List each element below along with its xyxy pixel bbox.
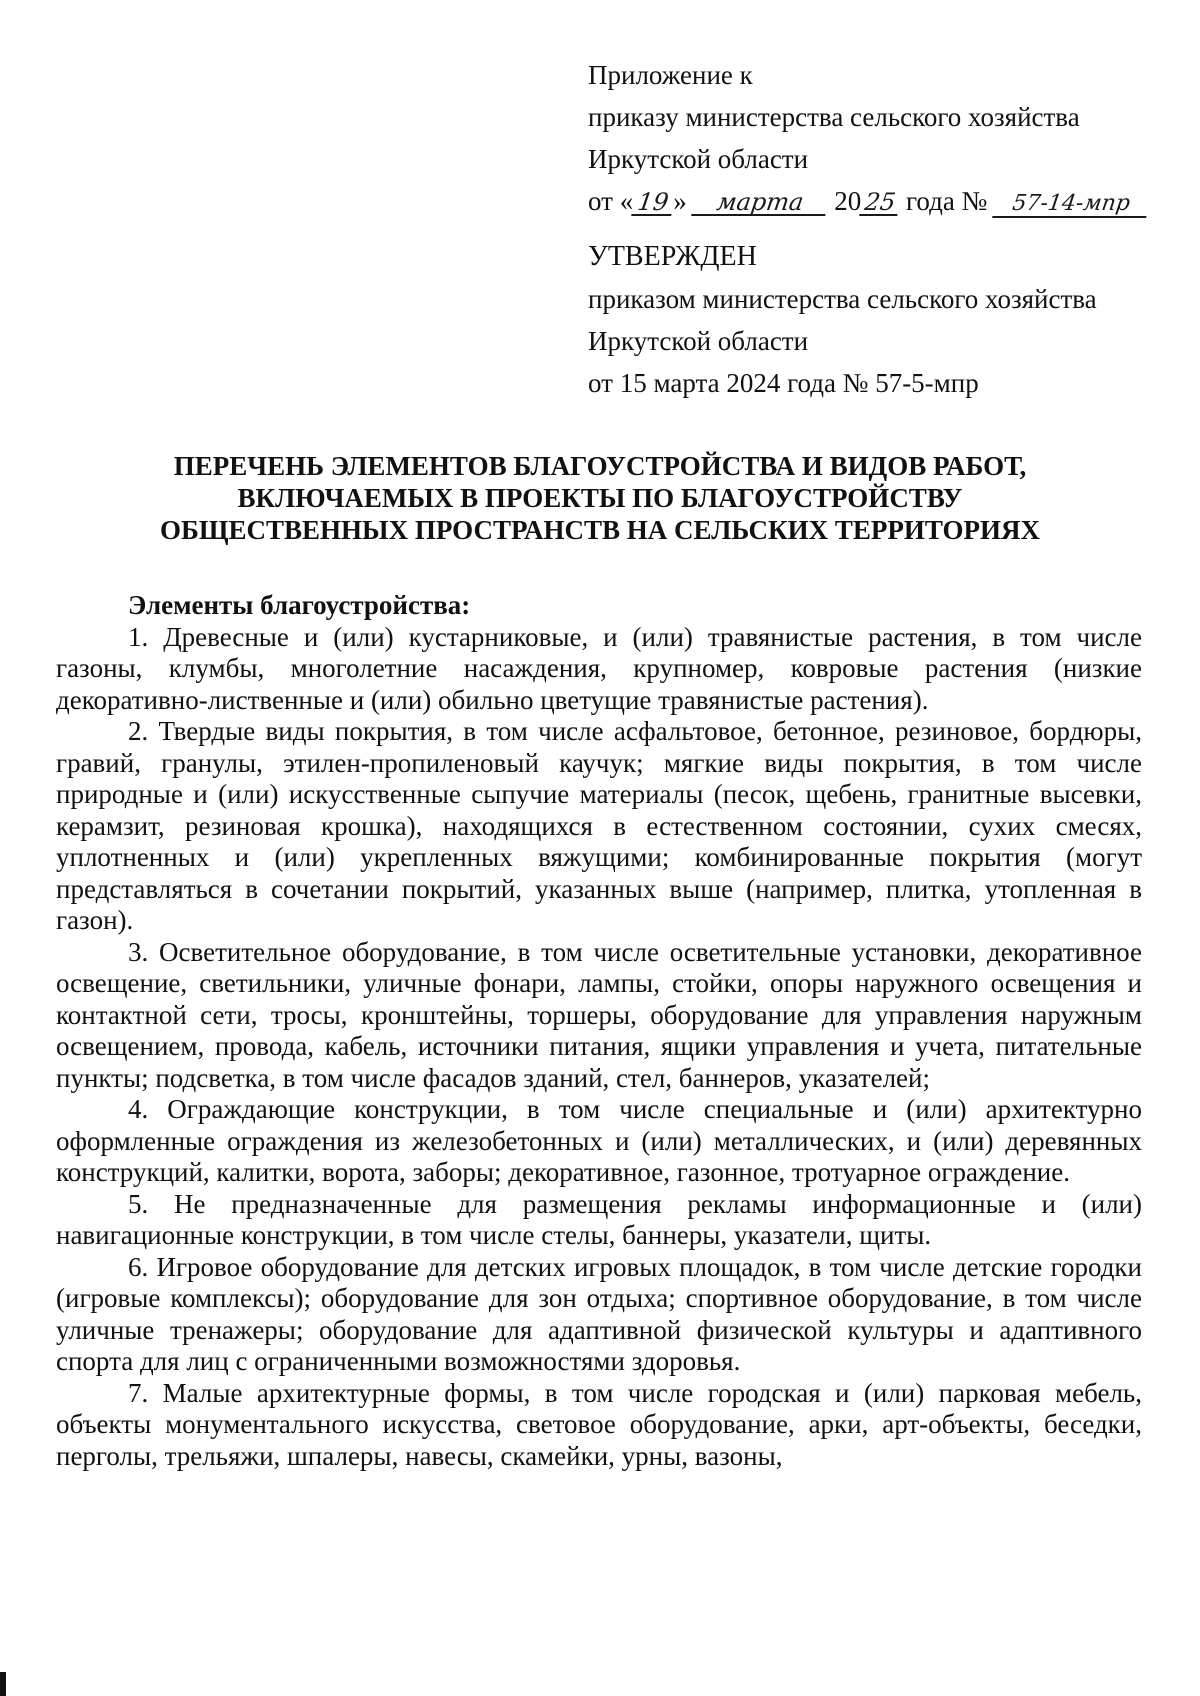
date-year-prefix: 20 <box>834 186 862 216</box>
document-title <box>60 450 1140 546</box>
list-item-5: 5. Не предназначенные для размещения рекламы информационные и (или) навигационные конструкции, в том числе стелы, баннеры, указатели, щиты. <box>56 1188 1142 1250</box>
section-heading: Элементы благоустройства: <box>128 590 471 620</box>
list-item-4: 4. Ограждающие конструкции, в том числе специальные и (или) архитектурно оформленные ограждения из железобетонных и (или) металлических, и (или) деревянных конструкций, калитки, ворота, заборы; декоративное, газонное, тротуарное ограждение. <box>56 1094 1142 1187</box>
appendix-block <box>588 54 1188 222</box>
document-body <box>56 590 1142 1472</box>
handwritten-day: 19 <box>631 190 675 216</box>
approved-heading: УТВЕРЖДЕН <box>588 241 757 272</box>
title-line-1: ПЕРЕЧЕНЬ ЭЛЕМЕНТОВ БЛАГОУСТРОЙСТВА И ВИДОВ РАБОТ, <box>173 451 1027 481</box>
appendix-line-3: Иркутской области <box>588 144 809 174</box>
handwritten-month: марта <box>692 190 830 216</box>
scan-edge-mark <box>0 1672 6 1696</box>
handwritten-year: 25 <box>859 190 901 216</box>
appendix-line-2: приказу министерства сельского хозяйства <box>588 102 1080 132</box>
appendix-line-1: Приложение к <box>588 60 753 90</box>
list-item-7: 7. Малые архитектурные формы, в том числе городская и (или) парковая мебель, объекты монументального искусства, световое оборудование, арки, арт-объекты, беседки, перголы, трельяжи, шпалеры, навесы, скамейки, урны, вазоны, <box>56 1377 1142 1471</box>
date-mid: » <box>673 186 687 216</box>
title-line-2: ВКЛЮЧАЕМЫХ В ПРОЕКТЫ ПО БЛАГОУСТРОЙСТВУ <box>237 483 963 513</box>
list-item-2: 2. Твердые виды покрытия, в том числе асфальтовое, бетонное, резиновое, бордюры, гравий, гранулы, этилен-пропиленовый каучук; мягкие виды покрытия, в том числе природные и (или) искусственные сыпучие материалы (песок, щебень, гранитные высевки, керамзит, резиновая крошка), находящихся в естественном состоянии, сухих смесях, уплотненных и (или) укрепленных вяжущими; комбинированные покрытия (могут представляться в сочетании покрытий, указанных выше (например, плитка, утопленная в газон). <box>56 716 1142 935</box>
handwritten-order-number: 57-14-мпр <box>992 192 1150 218</box>
approved-block <box>588 236 1188 404</box>
title-line-3: ОБЩЕСТВЕННЫХ ПРОСТРАНСТВ НА СЕЛЬСКИХ ТЕРРИТОРИЯХ <box>160 515 1040 545</box>
list-item-3: 3. Осветительное оборудование, в том числе осветительные установки, декоративное освещение, светильники, уличные фонари, лампы, стойки, опоры наружного освещения и контактной сети, тросы, кронштейны, торшеры, оборудование для управления наружным освещением, провода, кабель, источники питания, ящики управления и учета, питательные пункты; подсветка, в том числе фасадов зданий, стел, баннеров, указателей; <box>56 936 1142 1093</box>
appendix-date-line <box>588 180 1188 222</box>
approved-line-3: от 15 марта 2024 года № 57-5-мпр <box>588 368 979 398</box>
approved-line-1: приказом министерства сельского хозяйства <box>588 284 1097 314</box>
list-item-6: 6. Игровое оборудование для детских игровых площадок, в том числе детские городки (игровые комплексы); оборудование для зон отдыха; спортивное оборудование, в том числе уличные тренажеры; оборудование для адаптивной физической культуры и адаптивного спорта для лиц с ограниченными возможностями здоровья. <box>56 1251 1142 1376</box>
date-year-word: года № <box>899 186 995 216</box>
list-item-1: 1. Древесные и (или) кустарниковые, и (или) травянистые растения, в том числе газоны, клумбы, многолетние насаждения, крупномер, ковровые растения (низкие декоративно-лиственные и (или) обильно цветущие травянистые растения). <box>56 621 1142 715</box>
date-prefix: от « <box>588 186 634 216</box>
approved-line-2: Иркутской области <box>588 326 809 356</box>
